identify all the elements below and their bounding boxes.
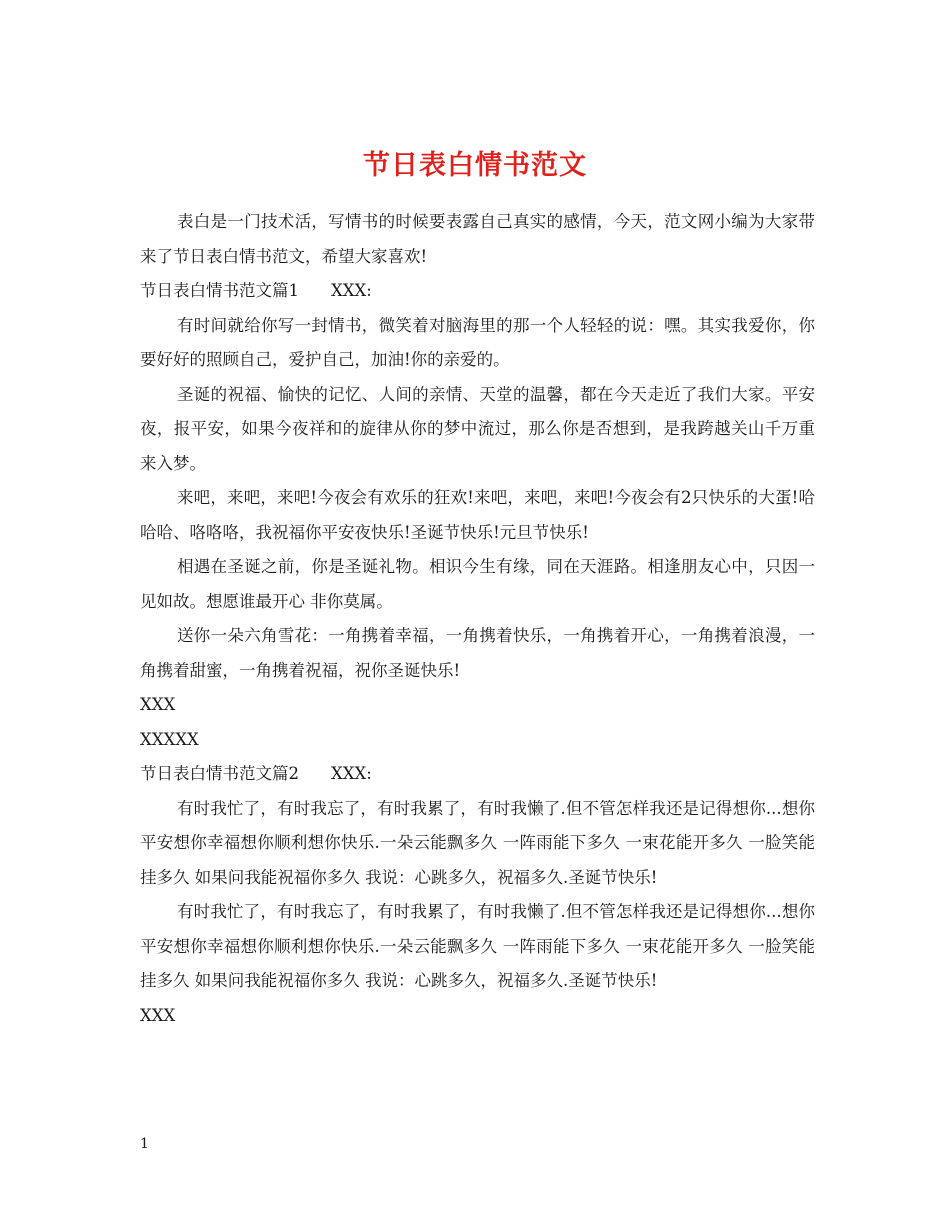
section-2-paragraph: 有时我忙了，有时我忘了，有时我累了，有时我懒了.但不管怎样我还是记得想你...想你平安想你幸福想你顺利想你快乐.一朵云能飘多久 一阵雨能下多久 一束花能开多久 一脸笑能挂多久 如果问我能祝福你多久 我说：心跳多久，祝福多久.圣诞节快乐! [140, 798, 815, 887]
section-1-recipient: XXX: [331, 281, 372, 300]
section-1-paragraph: 圣诞的祝福、愉快的记忆、人间的亲情、天堂的温馨，都在今天走近了我们大家。平安夜，报平安，如果今夜祥和的旋律从你的梦中流过，那么你是否想到，是我跨越关山千万重来入梦。 [140, 384, 815, 473]
section-1-signature: XXX [140, 695, 176, 714]
section-1-paragraph: 有时间就给你写一封情书，微笑着对脑海里的那一个人轻轻的说：嘿。其实我爱你，你要好好的照顾自己，爱护自己，加油!你的亲爱的。 [140, 315, 815, 369]
page-number: 1 [140, 1136, 149, 1152]
section-1-signature: XXXXX [140, 729, 199, 749]
section-2-recipient: XXX: [331, 764, 372, 783]
document-body [140, 205, 815, 1033]
section-1-paragraph: 相遇在圣诞之前，你是圣诞礼物。相识今生有缘，同在天涯路。相逢朋友心中，只因一见如故。想愿谁最开心 非你莫属。 [140, 557, 815, 611]
section-1-title: 节日表白情书范文篇1 [140, 281, 299, 300]
section-1-paragraph: 来吧，来吧，来吧!今夜会有欢乐的狂欢!来吧，来吧，来吧!今夜会有2只快乐的大蛋!哈哈哈、咯咯咯，我祝福你平安夜快乐!圣诞节快乐!元旦节快乐! [140, 488, 815, 542]
section-2-signature: XXX [140, 1005, 176, 1025]
document-title: 节日表白情书范文 [363, 150, 587, 182]
section-1-paragraph: 送你一朵六角雪花：一角携着幸福，一角携着快乐，一角携着开心，一角携着浪漫，一角携着甜蜜，一角携着祝福，祝你圣诞快乐! [140, 626, 815, 680]
section-2-heading [140, 757, 815, 792]
section-2-paragraph: 有时我忙了，有时我忘了，有时我累了，有时我懒了.但不管怎样我还是记得想你...想你平安想你幸福想你顺利想你快乐.一朵云能飘多久 一阵雨能下多久 一束花能开多久 一脸笑能挂多久 如果问我能祝福你多久 我说：心跳多久，祝福多久.圣诞节快乐! [140, 902, 815, 990]
section-1-heading [140, 274, 815, 309]
section-2-title: 节日表白情书范文篇2 [140, 764, 299, 783]
intro-paragraph: 表白是一门技术活，写情书的时候要表露自己真实的感情，今天，范文网小编为大家带来了节日表白情书范文，希望大家喜欢! [140, 212, 815, 266]
